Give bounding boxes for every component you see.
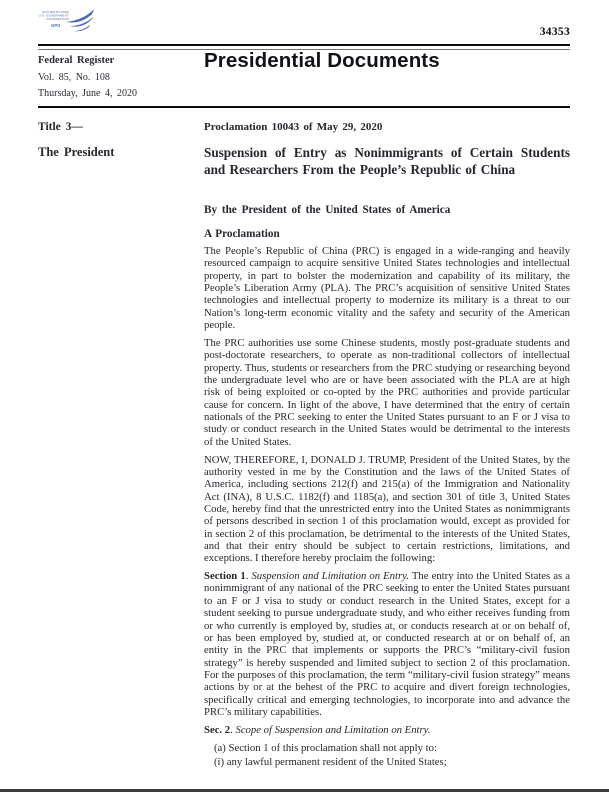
gpo-logo-text: AUTHENTICATED U.S. GOVERNMENT INFORMATION	[38, 11, 69, 21]
paragraph: Section 1. Suspension and Limitation on Entry. The entry into the United States as a nonimmigrant of any national of the PRC seeking to enter the United States pursuant to an F or J visa to study or conduct research in the United States, except for a student seeking to pursue undergraduate study, and who either receives funding from or who currently is employed by, studies at, or conducts research at or on behalf of, or has been employed by, studied at, or conducted research at or on behalf of, an entity in the PRC that implements or supports the PRC’s “military-civil fusion strategy” is hereby suspended and limited subject to section 2 of this proclamation. For the purposes of this proclamation, the term “military-civil fusion strategy” means actions by or at the behest of the PRC to acquire and divert foreign technologies, specifically critical and emerging technologies, to incorporate into and advance the PRC’s military capabilities.	[204, 570, 571, 718]
masthead-volume: Vol. 85, No. 108	[38, 71, 110, 83]
paragraph: The PRC authorities use some Chinese students, mostly post-graduate students and post-doctorate researchers, to operate as non-traditional collectors of intellectual property. Thus, students or researchers from the PRC studying or researching beyond the undergraduate level who are or have been associated with the PLA are at high risk of being exploited or co-opted by the PRC authorities and provide particular cause for concern. In light of the above, I have determined that the entry of certain nationals of the PRC seeking to enter the United States pursuant to an F or J visa to study or conduct research in the United States would be detrimental to the interests of the United States.	[204, 336, 570, 448]
document-body	[38, 121, 570, 770]
gpo-label: GPO	[51, 24, 61, 29]
proclamation-byline: By the President of the United States of America	[204, 204, 451, 217]
masthead	[38, 55, 137, 99]
paragraph: (i) any lawful permanent resident of the United States;	[214, 755, 447, 768]
the-president-label: The President	[38, 145, 115, 159]
page-number: 34353	[539, 26, 570, 38]
title-3-label: Title 3—	[38, 121, 83, 133]
section-title: Presidential Documents	[204, 49, 440, 72]
paragraph: The People’s Republic of China (PRC) is engaged in a wide-ranging and heavily resourced campaign to acquire sensitive United States technologies and intellectual property, in part to bolster the modernization and capability of its military, the People’s Liberation Army (PLA). The PRC’s acquisition of sensitive United States technologies and intellectual property to modernize its military is a threat to our Nation’s long-term economic vitality and the safety and security of the American people.	[204, 245, 570, 332]
masthead-date: Thursday, June 4, 2020	[38, 88, 137, 99]
masthead-publication-name: Federal Register	[38, 55, 115, 66]
masthead-bottom-rule	[38, 106, 570, 108]
proclamation-title: Suspension of Entry as Nonimmigrants of Certain Students and Researchers From the People’s Republic of China	[204, 145, 570, 178]
document-sidebar	[38, 121, 204, 770]
paragraph: (a) Section 1 of this proclamation shall not apply to:	[214, 741, 437, 754]
document-content	[204, 121, 570, 770]
paragraph: NOW, THEREFORE, I, DONALD J. TRUMP, President of the United States, by the authority vested in me by the Constitution and the laws of the United States of America, including sections 212(f) and 215(a) of the Immigration and Nationality Act (INA), 8 U.S.C. 1182(f) and 1185(a), and section 301 of title 3, United States Code, hereby find that the unrestricted entry into the United States as nonimmigrants of persons described in section 1 of this proclamation would, except as provided for in section 2 of this proclamation, be detrimental to the interests of the United States, and that their entry should be subject to certain restrictions, limitations, and exceptions. I therefore hereby proclaim the following:	[204, 453, 570, 565]
document-paragraphs	[204, 245, 570, 768]
page-bottom-edge	[0, 789, 609, 792]
proclamation-heading: A Proclamation	[204, 227, 280, 240]
proclamation-number-line: Proclamation 10043 of May 29, 2020	[204, 121, 383, 133]
paragraph: Sec. 2. Scope of Suspension and Limitation on Entry.	[204, 723, 431, 736]
